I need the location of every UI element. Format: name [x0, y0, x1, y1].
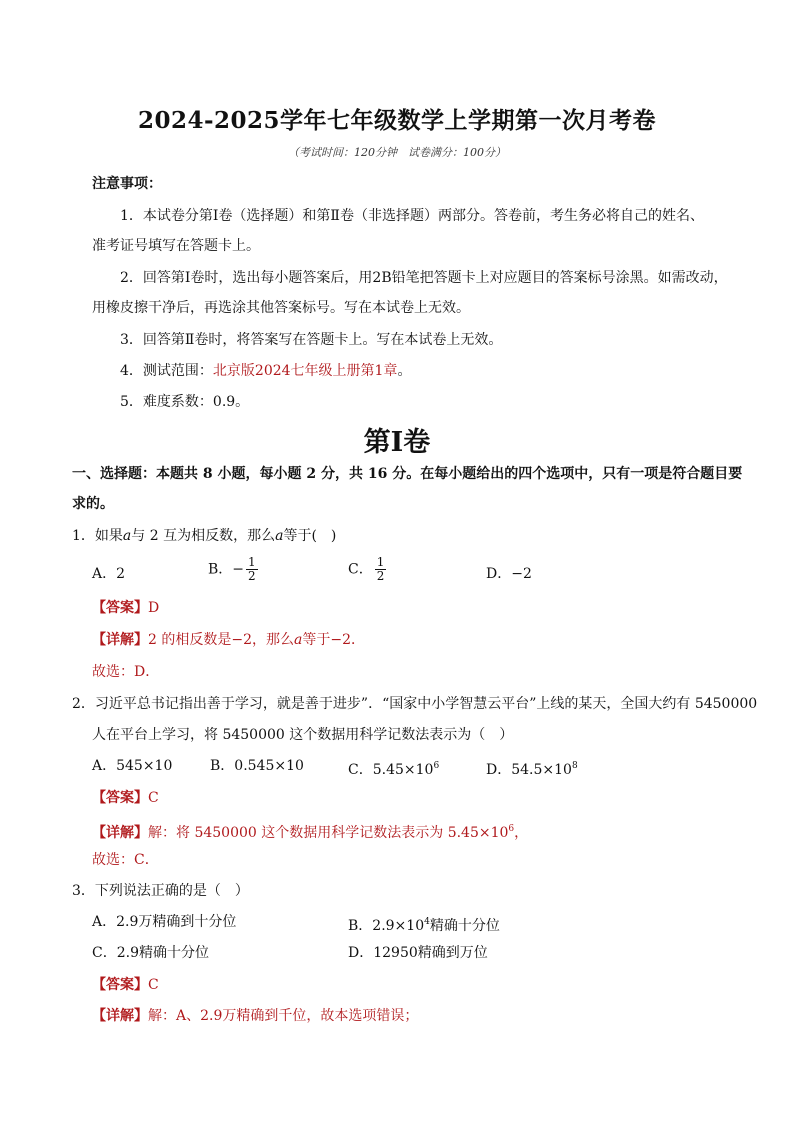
notice-heading: 注意事项：: [92, 176, 162, 192]
test-range: 北京版2024七年级上册第1章: [212, 363, 398, 379]
section-title: 第Ⅰ卷: [363, 427, 431, 458]
exam-info: （考试时间：120分钟 试卷满分：100分）: [288, 146, 506, 159]
question-1-conclusion: 故选：D．: [92, 664, 160, 680]
question-3-stem: 3．下列说法正确的是（ ）: [72, 883, 249, 899]
question-2-option-d: D．$54.5\times 10^8$: [486, 761, 578, 778]
notice-item-1: 1．本试卷分第Ⅰ卷（选择题）和第Ⅱ卷（非选择题）两部分。答卷前，考生务必将自己的姓名、: [120, 208, 704, 224]
question-1-option-d: D．−2: [486, 566, 532, 582]
notice-item-2-cont: 用橡皮擦干净后，再选涂其他答案标号。写在本试卷上无效。: [92, 300, 470, 316]
question-1-option-c: C． $\frac{1}{2}$: [348, 555, 385, 583]
question-3-option-a: A．2.9万精确到十分位: [92, 914, 237, 930]
notice-item-5: 5．难度系数：0.9。: [120, 394, 250, 410]
question-2-option-c: C．$5.45\times 10^6$: [348, 761, 440, 778]
question-2-conclusion: 故选：C．: [92, 852, 159, 868]
question-2-detail: 【详解】解：将 5450000 这个数据用科学记数法表示为 $5.45\times 10^6$，: [92, 824, 529, 841]
question-3-option-c: C．2.9精确十分位: [92, 945, 209, 961]
notice-item-4: 4．测试范围：北京版2024七年级上册第1章。: [120, 363, 412, 379]
notice-item-1-cont: 准考证号填写在答题卡上。: [92, 238, 260, 254]
question-1-detail: 【详解】2 的相反数是−2，那么a等于−2．: [92, 632, 365, 648]
question-2-option-b: B．0.545×10: [210, 758, 304, 774]
question-2-option-a: A．545×10: [92, 758, 173, 774]
question-3-option-d: D．12950精确到万位: [348, 945, 488, 961]
question-1-option-b: B．− $\frac{1}{2}$: [208, 555, 256, 583]
notice-item-2: 2．回答第Ⅰ卷时，选出每小题答案后，用2B铅笔把答题卡上对应题目的答案标号涂黑。如需改动，: [120, 270, 728, 286]
question-2-stem: 2．习近平总书记指出善于学习，就是善于进步”．“国家中小学智慧云平台”上线的某天，全国大约有 5450000: [72, 696, 758, 712]
section-instruction: 一、选择题：本题共 8 小题，每小题 2 分，共 16 分。在每小题给出的四个选项中，只有一项是符合题目要: [72, 466, 743, 482]
notice-item-3: 3．回答第Ⅱ卷时，将答案写在答题卡上。写在本试卷上无效。: [120, 332, 503, 348]
question-2-stem-cont: 人在平台上学习，将 5450000 这个数据用科学记数法表示为（ ）: [92, 727, 514, 743]
page-title: 2024-2025学年七年级数学上学期第一次月考卷: [137, 107, 657, 134]
question-1-stem: 1．如果a与 2 互为相反数，那么a等于( ): [72, 528, 337, 544]
question-1-answer: 【答案】D: [92, 600, 160, 616]
question-2-answer: 【答案】C: [92, 790, 159, 806]
question-3-option-b: B．$2.9\times 10^4$精确十分位: [348, 917, 500, 934]
question-3-detail: 【详解】解：A、2.9万精确到千位，故本选项错误；: [92, 1008, 419, 1024]
question-1-option-a: A．2: [92, 566, 126, 582]
section-instruction-cont: 求的。: [72, 496, 114, 512]
question-3-answer: 【答案】C: [92, 977, 159, 993]
